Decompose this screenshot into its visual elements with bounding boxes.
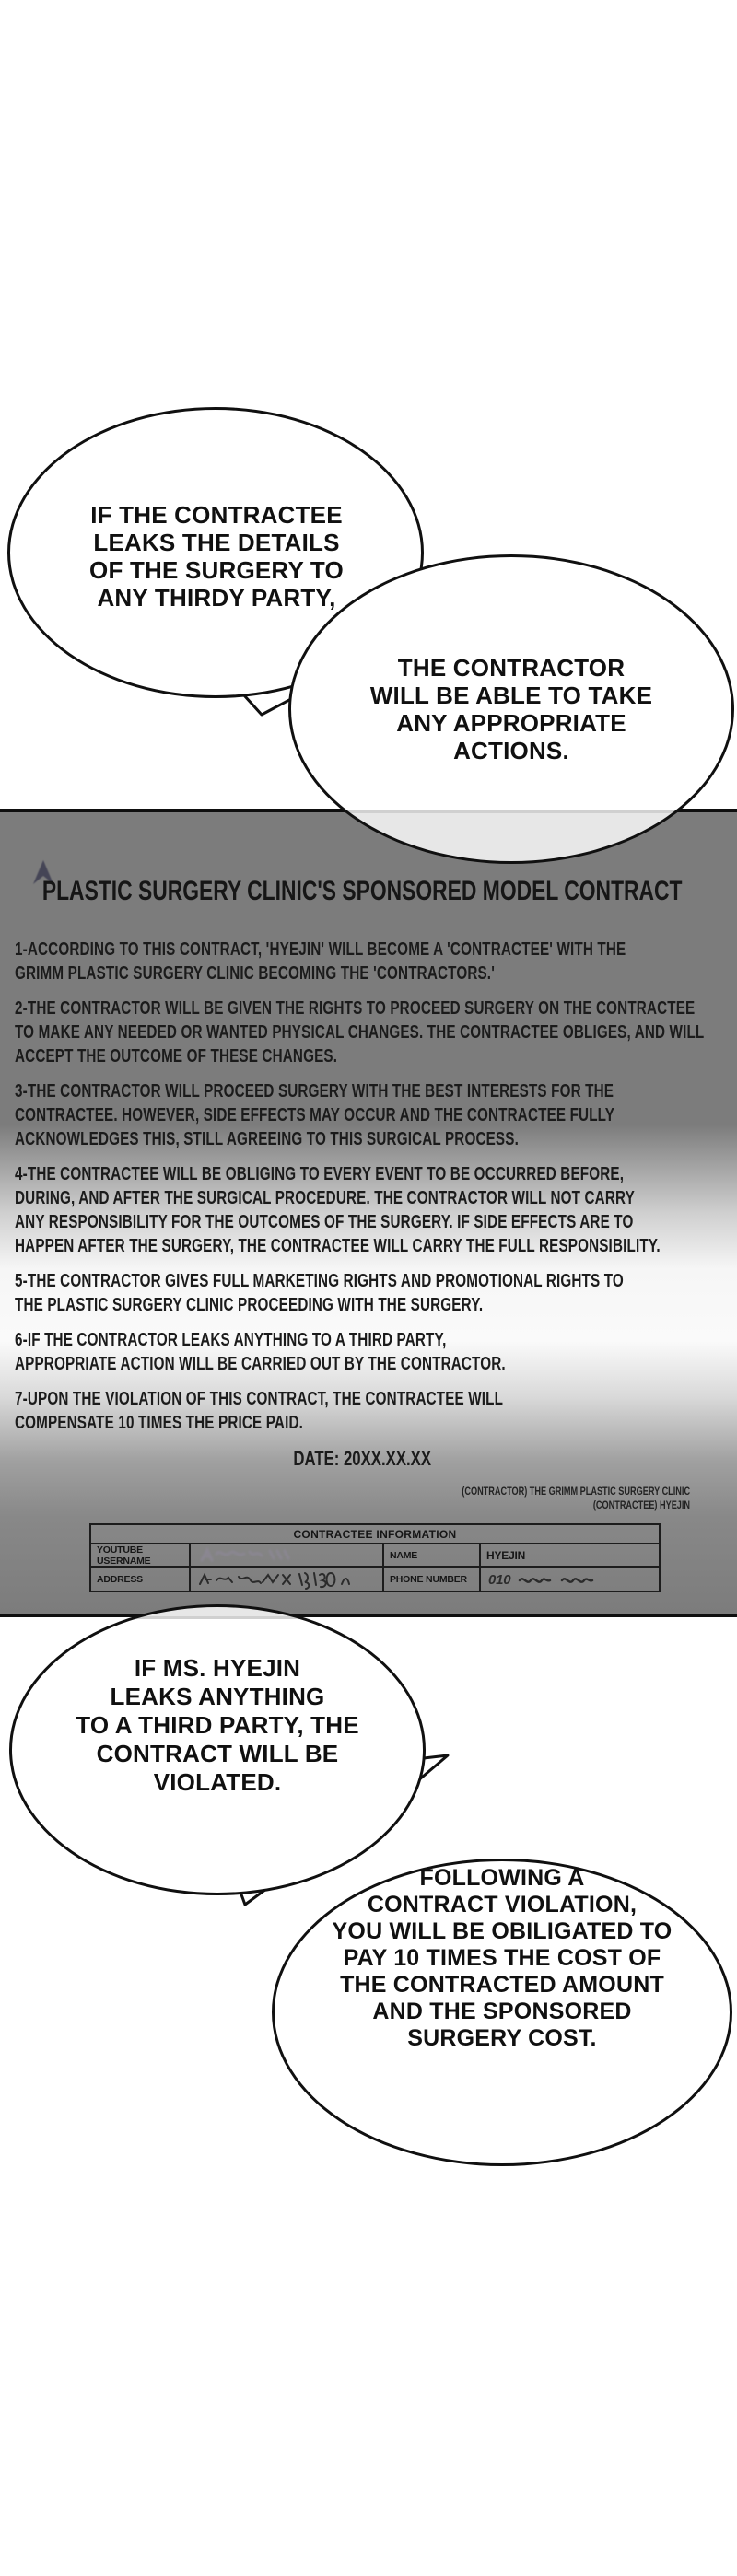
handwritten-scribble-phone — [486, 1570, 652, 1589]
bubble-text-line: THE CONTRACTOR — [397, 654, 626, 682]
youtube-username-value — [191, 1544, 384, 1568]
address-label: ADDRESS — [91, 1568, 191, 1591]
contract-clause-3: 3-THE CONTRACTOR WILL PROCEED SURGERY WITH THE BEST INTERESTS FOR THE CONTRACTEE. HOWEVER, SIDE EFFECTS MAY OCCUR AND THE CONTRACTEE FULLY ACKNOWLEDGES THIS, STILL AGREEING TO THIS SURGICAL PROCESS. — [15, 1081, 615, 1149]
contract-clause-2: 2-THE CONTRACTOR WILL BE GIVEN THE RIGHTS TO PROCEED SURGERY ON THE CONTRACTEE TO MAKE ANY NEEDED OR WANTED PHYSICAL CHANGES. THE CONTRACTEE OBLIGES, AND WILL ACCEPT THE OUTCOME OF THESE CHANGES. — [15, 998, 705, 1067]
bubble-text-line: LEAKS ANYTHING — [110, 1683, 325, 1710]
bubble-text-line: CONTRACT VIOLATION, — [367, 1892, 638, 1917]
contract-clause-6: 6-IF THE CONTRACTOR LEAKS ANYTHING TO A THIRD PARTY, APPROPRIATE ACTION WILL BE CARRIED OUT BY THE CONTRACTOR. — [15, 1330, 506, 1374]
contract-clause-4: 4-THE CONTRACTEE WILL BE OBLIGING TO EVERY EVENT TO BE OCCURRED BEFORE, DURING, AND AFTER THE SURGICAL PROCEDURE. THE CONTRACTOR WILL NOT CARRY ANY RESPONSIBILITY FOR THE OUTCOMES OF THE SURGERY. IF SIDE EFFECTS ARE TO HAPPEN AFTER THE SURGERY, THE CONTRACTEE WILL CARRY THE FULL RESPONSIBILITY. — [15, 1164, 661, 1256]
table-header: CONTRACTEE INFORMATION — [91, 1525, 659, 1544]
bubble-text-line: THE CONTRACTED AMOUNT — [340, 1972, 664, 1998]
phone-number-label: PHONE NUMBER — [384, 1568, 481, 1591]
youtube-username-label: YOUTUBE USERNAME — [91, 1544, 191, 1568]
name-label: NAME — [384, 1544, 481, 1568]
phone-number-value — [481, 1568, 659, 1591]
speech-bubble-2-text — [304, 654, 719, 764]
bubble-text-line: TO A THIRD PARTY, THE — [76, 1711, 359, 1739]
bubble-text-line: LEAKS THE DETAILS — [93, 529, 340, 556]
signature-block — [15, 1485, 709, 1512]
bubble-text-line: CONTRACT WILL BE — [96, 1740, 339, 1767]
speech-bubble-3-text — [33, 1654, 402, 1797]
contractor-signature-line: (CONTRACTOR) THE GRIMM PLASTIC SURGERY CLINIC — [462, 1485, 691, 1498]
contractee-signature-line: (CONTRACTEE) HYEJIN — [592, 1498, 691, 1511]
contractee-information-table — [89, 1523, 661, 1592]
bubble-text-line: ANY APPROPRIATE — [396, 709, 626, 737]
bubble-text-line: YOU WILL BE OBILIGATED TO — [332, 1918, 673, 1944]
speech-bubble-4-text — [281, 1865, 723, 2052]
bubble-text-line: AND THE SPONSORED — [372, 1999, 632, 2024]
bubble-text-line: ANY THIRDY PARTY, — [97, 584, 336, 612]
handwritten-scribble-username — [196, 1546, 334, 1565]
bubble-text-line: FOLLOWING A — [419, 1865, 585, 1891]
contract-title: PLASTIC SURGERY CLINIC'S SPONSORED MODEL CONTRACT — [41, 876, 683, 906]
contract-clause-1: 1-ACCORDING TO THIS CONTRACT, 'HYEJIN' WILL BECOME A 'CONTRACTEE' WITH THE GRIMM PLASTIC SURGERY CLINIC BECOMING THE 'CONTRACTORS.' — [15, 939, 626, 984]
bubble-text-line: IF MS. HYEJIN — [134, 1654, 301, 1682]
contract-clause-7: 7-UPON THE VIOLATION OF THIS CONTRACT, THE CONTRACTEE WILL COMPENSATE 10 TIMES THE PRICE PAID. — [15, 1389, 504, 1433]
contract-panel — [0, 809, 737, 1617]
speech-bubble-1-text — [55, 501, 378, 612]
bubble-text-line: OF THE SURGERY TO — [89, 556, 344, 584]
contract-date: DATE: 20XX.XX.XX — [293, 1447, 432, 1470]
bubble-text-line: WILL BE ABLE TO TAKE — [369, 682, 653, 709]
contract-document — [15, 875, 709, 1512]
handwritten-scribble-address — [196, 1569, 380, 1590]
name-value: HYEJIN — [481, 1544, 659, 1568]
address-value — [191, 1568, 384, 1591]
phone-prefix: 010 — [488, 1571, 511, 1588]
contract-clause-5: 5-THE CONTRACTOR GIVES FULL MARKETING RIGHTS AND PROMOTIONAL RIGHTS TO THE PLASTIC SURGERY CLINIC PROCEEDING WITH THE SURGERY. — [15, 1271, 624, 1315]
bubble-text-line: ACTIONS. — [453, 737, 569, 764]
bubble-text-line: VIOLATED. — [153, 1768, 282, 1796]
bubble-text-line: IF THE CONTRACTEE — [90, 501, 343, 529]
bubble-text-line: PAY 10 TIMES THE COST OF — [343, 1945, 661, 1971]
bubble-text-line: SURGERY COST. — [407, 2025, 597, 2051]
